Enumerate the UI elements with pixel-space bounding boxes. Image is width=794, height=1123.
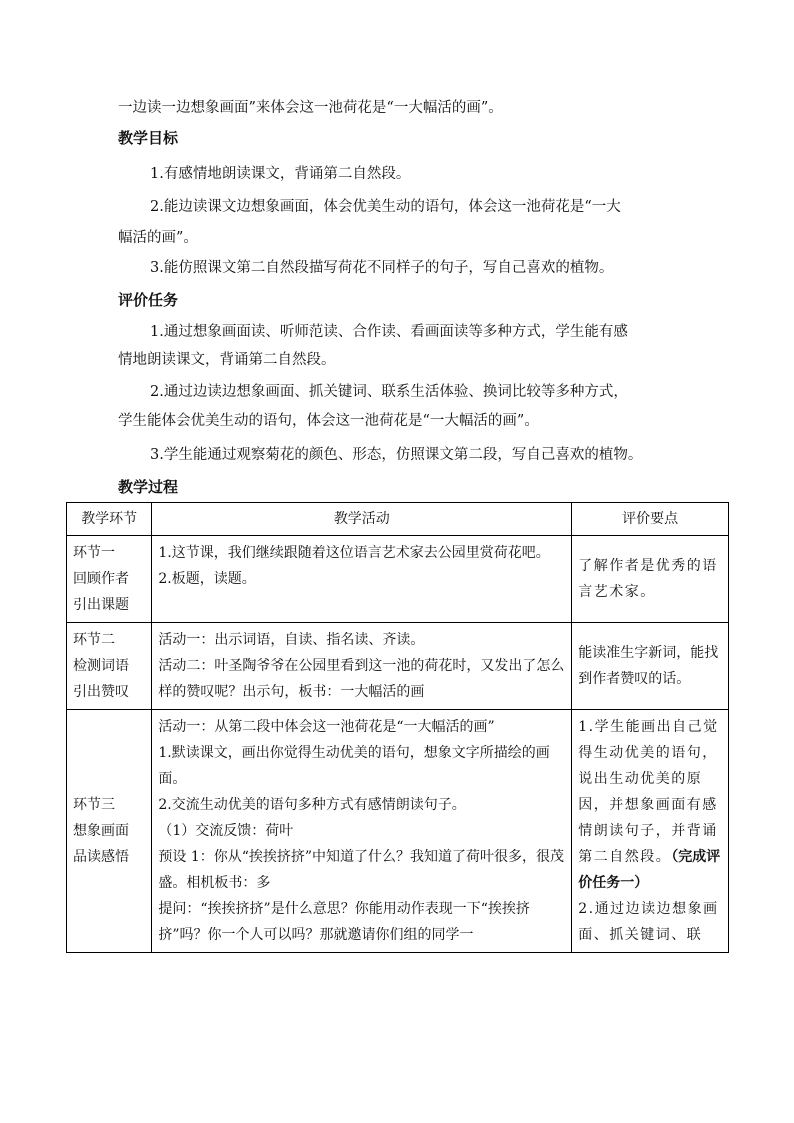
stage-cell — [67, 623, 152, 710]
activity-line: （1）交流反馈：荷叶 — [158, 823, 294, 839]
table-header-row — [67, 503, 729, 536]
points-task-ref: （完成评价任务一） — [578, 849, 721, 891]
task-item-continuation: 情地朗读课文，背诵第二自然段。 — [118, 352, 336, 368]
header-stage: 教学环节 — [67, 503, 152, 536]
goal-item-continuation: 幅活的画”。 — [118, 230, 198, 246]
task-item: 1.通过想象画面读、听师范读、合作读、看画面读等多种方式，学生能有感 — [150, 324, 628, 340]
lesson-process-table — [66, 502, 729, 953]
activity-line: 提问：“挨挨挤挤”是什么意思？你能用动作表现一下“挨挨挤挤”吗？你一个人可以吗？那就邀请你们组的同学一 — [158, 901, 530, 943]
activity-cell — [152, 710, 572, 953]
activity-line: 1.默读课文，画出你觉得生动优美的语句，想象文字所描绘的画面。 — [158, 745, 550, 787]
points-cell — [572, 536, 729, 623]
activity-line: 2.板题，读题。 — [158, 571, 256, 587]
stage-line: 品读感悟 — [73, 849, 129, 865]
table-row — [67, 623, 729, 710]
activity-line: 1.这节课，我们继续跟随着这位语言艺术家去公园里赏荷花吧。 — [158, 545, 550, 561]
points-cell — [572, 623, 729, 710]
points-line: 了解作者是优秀的语言艺术家。 — [578, 558, 718, 600]
goal-item: 3.能仿照课文第二自然段描写荷花不同样子的句子，写自己喜欢的植物。 — [150, 260, 614, 276]
header-activity: 教学活动 — [152, 503, 572, 536]
table-row — [67, 536, 729, 623]
stage-line: 环节二 — [73, 632, 115, 648]
stage-line: 引出赞叹 — [73, 684, 129, 700]
stage-cell — [67, 710, 152, 953]
intro-line: 一边读一边想象画面”来体会这一池荷花是“一大幅活的画”。 — [118, 100, 503, 116]
goal-item: 1.有感情地朗读课文，背诵第二自然段。 — [150, 166, 411, 182]
stage-line: 想象画面 — [73, 823, 129, 839]
goal-item: 2.能边读课文边想象画面，体会优美生动的语句，体会这一池荷花是“一大 — [150, 199, 621, 215]
activity-line: 活动一：出示词语，自读、指名读、齐读。 — [158, 632, 425, 648]
table-row — [67, 710, 729, 953]
stage-line: 引出课题 — [73, 597, 129, 613]
tasks-heading: 评价任务 — [118, 291, 179, 309]
points-line: 能读准生字新词，能找到作者赞叹的话。 — [578, 645, 719, 687]
activity-line: 活动一：从第二段中体会这一池荷花是“一大幅活的画” — [158, 719, 495, 735]
stage-line: 检测词语 — [73, 658, 129, 674]
points-text: 2.通过边读边想象画面、抓关键词、联 — [578, 901, 719, 943]
stage-line: 环节一 — [73, 545, 115, 561]
activity-cell — [152, 536, 572, 623]
activity-line: 2.交流生动优美的语句多种方式有感情朗读句子。 — [158, 797, 466, 813]
header-points: 评价要点 — [572, 503, 729, 536]
task-item: 3.学生能通过观察菊花的颜色、形态，仿照课文第二段，写自己喜欢的植物。 — [150, 447, 643, 463]
goals-heading: 教学目标 — [118, 129, 179, 147]
stage-cell — [67, 536, 152, 623]
activity-cell — [152, 623, 572, 710]
points-text: 1.学生能画出自己觉得生动优美的语句，说出生动优美的原因，并想象画面有感情朗读句子，并背诵第二自然段。 — [578, 719, 719, 865]
activity-line: 活动二：叶圣陶爷爷在公园里看到这一池的荷花时，又发出了怎么样的赞叹呢？出示句，板书：一大幅活的画 — [158, 658, 565, 700]
activity-line: 预设 1：你从“挨挨挤挤”中知道了什么？我知道了荷叶很多，很茂盛。相机板书：多 — [158, 849, 565, 891]
task-item: 2.通过边读边想象画面、抓关键词、联系生活体验、换词比较等多种方式， — [150, 384, 628, 400]
stage-line: 环节三 — [73, 797, 115, 813]
stage-line: 回顾作者 — [73, 571, 129, 587]
process-heading: 教学过程 — [118, 478, 179, 496]
task-item-continuation: 学生能体会优美生动的语句，体会这一池荷花是“一大幅活的画”。 — [118, 413, 539, 429]
points-cell — [572, 710, 729, 953]
